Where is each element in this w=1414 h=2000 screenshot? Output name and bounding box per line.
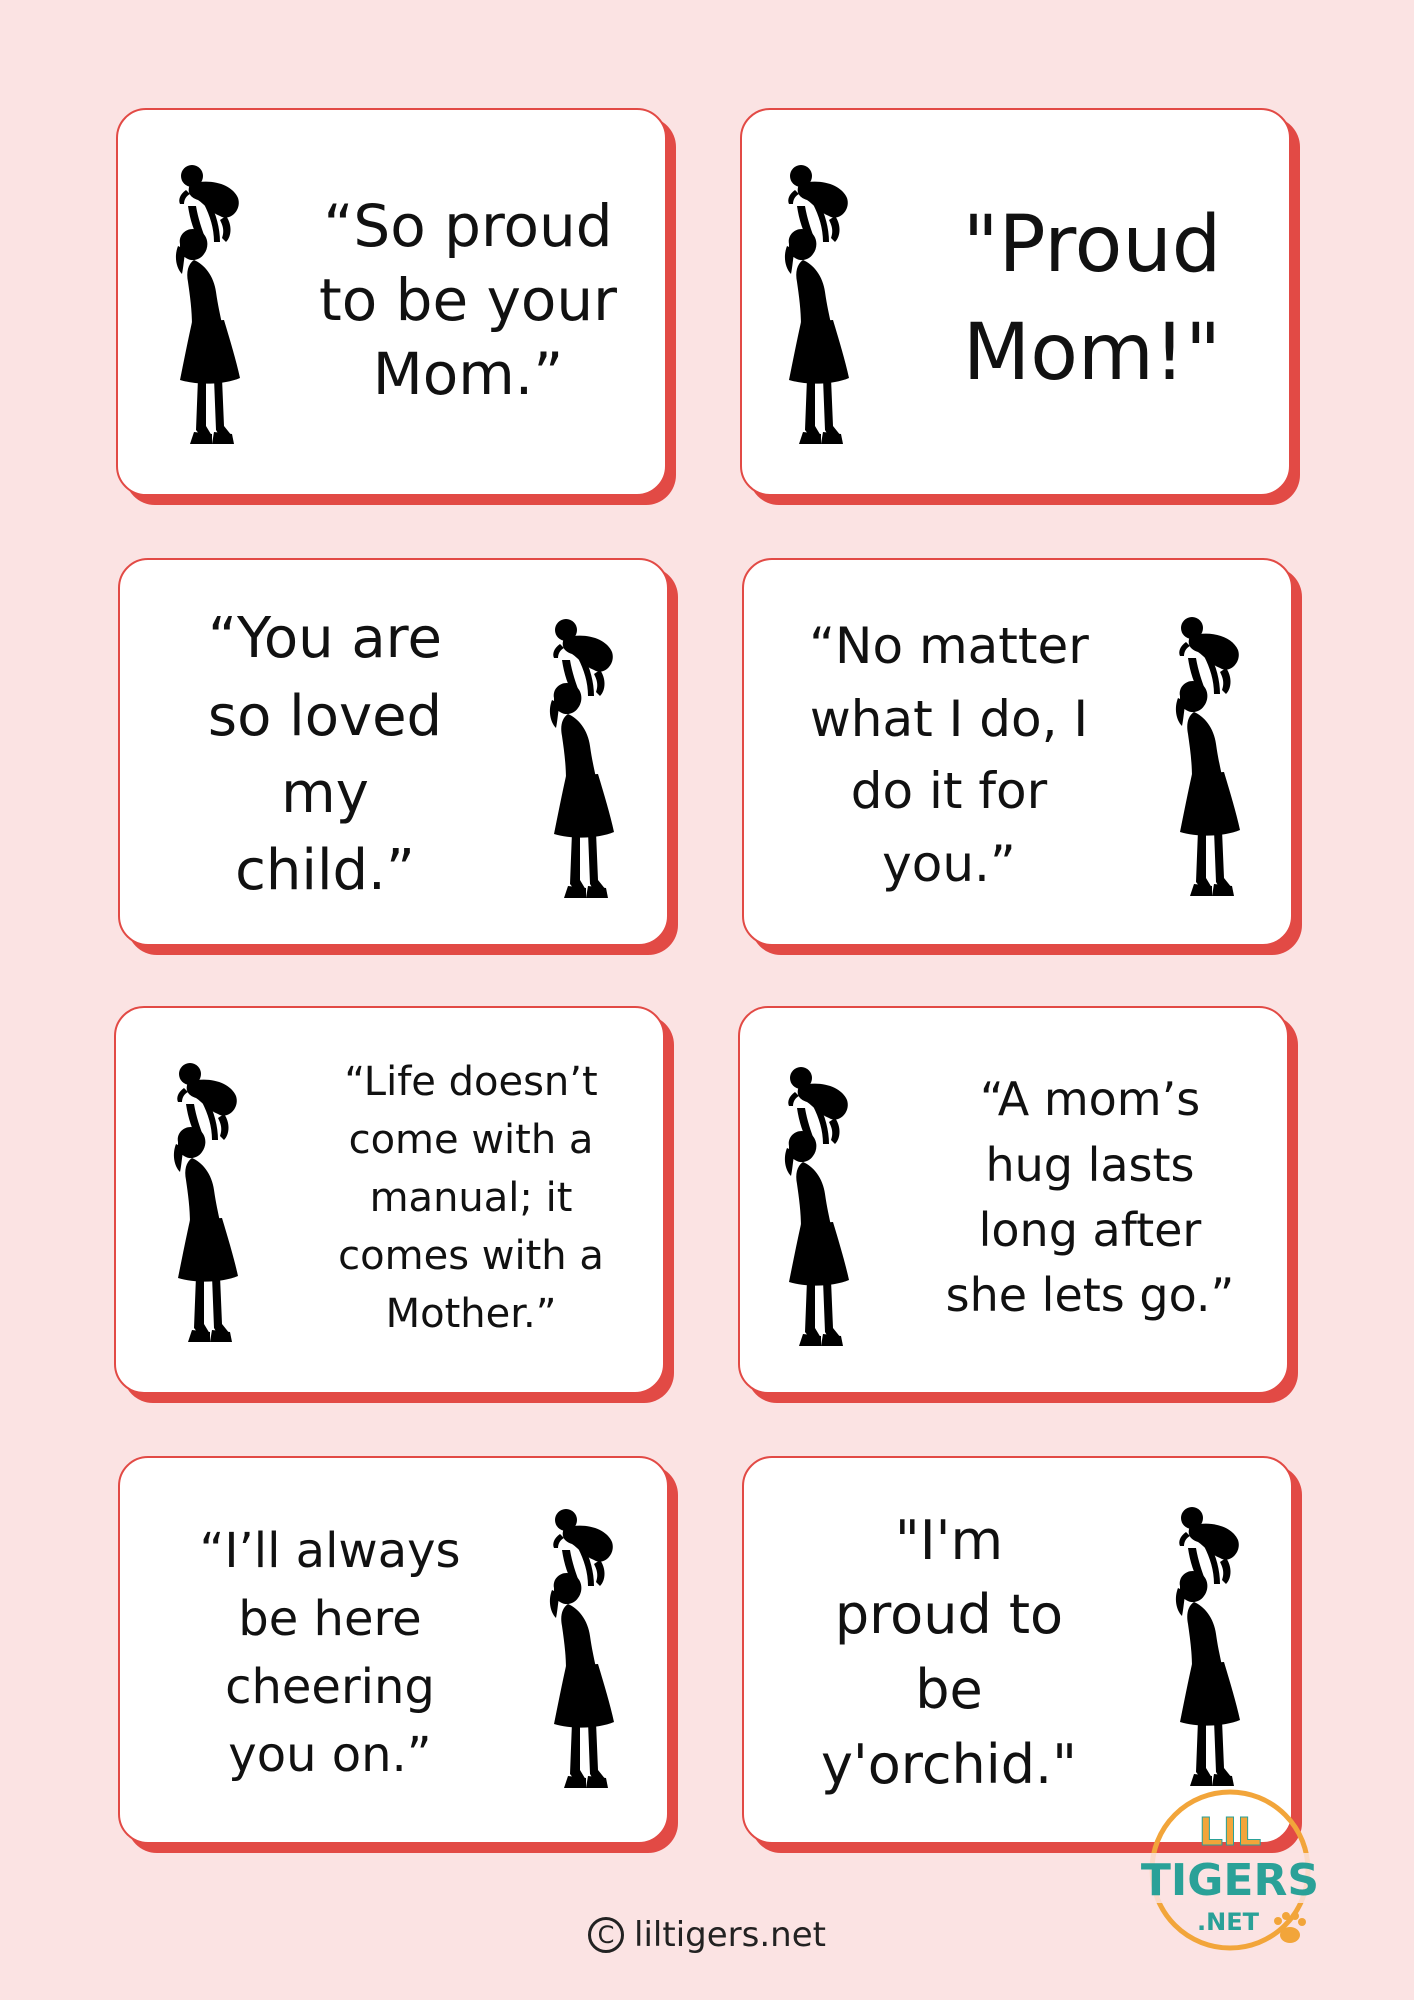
mother-baby-silhouette-icon — [168, 1062, 258, 1352]
quote-line: so loved — [207, 683, 443, 749]
quote-line: you on.” — [228, 1727, 432, 1784]
mother-baby-silhouette-icon — [779, 164, 869, 454]
mother-baby-silhouette-icon — [1170, 616, 1260, 906]
mother-baby-silhouette-icon — [544, 1508, 634, 1798]
quote-line: she lets go.” — [945, 1268, 1235, 1323]
quote-line: child.” — [235, 838, 415, 904]
quote-line: be — [915, 1658, 983, 1721]
quote-card-3 — [118, 558, 669, 946]
mother-baby-silhouette-icon — [1170, 1506, 1260, 1796]
copyright-icon: C — [588, 1917, 624, 1953]
quote-line: “Life doesn’t — [344, 1059, 598, 1105]
mother-baby-silhouette-icon — [779, 1066, 869, 1356]
quote-line: “You are — [208, 606, 442, 672]
quote-line: Mother.” — [385, 1291, 557, 1337]
quote-line: Mom.” — [372, 340, 564, 409]
quote-line: hug lasts — [985, 1137, 1195, 1192]
quote-card-1 — [116, 108, 667, 496]
quote-card-6 — [738, 1006, 1289, 1394]
quote-text — [140, 580, 510, 930]
quote-line: be here — [238, 1590, 422, 1647]
mother-baby-silhouette-icon — [544, 618, 634, 908]
footer-site-link[interactable]: liltigers.net — [634, 1915, 826, 1955]
quote-card-4 — [742, 558, 1293, 946]
quote-text — [912, 130, 1272, 470]
quote-line: what I do, I — [809, 689, 1089, 748]
quote-card-2 — [740, 108, 1291, 496]
quote-text — [288, 130, 648, 470]
quote-card-5 — [114, 1006, 665, 1394]
quote-line: proud to — [834, 1583, 1064, 1647]
quote-card-7 — [118, 1456, 669, 1844]
quote-line: comes with a — [338, 1233, 604, 1279]
quote-line: do it for — [850, 762, 1048, 820]
logo-text-lil: LIL — [1198, 1810, 1262, 1854]
quote-line: manual; it — [369, 1175, 573, 1221]
quote-line: “A mom’s — [979, 1072, 1201, 1127]
quote-text — [286, 1028, 656, 1368]
quote-line: cheering — [225, 1659, 435, 1715]
quote-line: y'orchid." — [820, 1732, 1078, 1796]
quote-line: “No matter — [809, 617, 1089, 675]
liltigers-logo — [1130, 1775, 1330, 1965]
quote-line: "I'm — [894, 1508, 1004, 1572]
mother-baby-silhouette-icon — [170, 164, 260, 454]
quote-text — [764, 1478, 1134, 1828]
quote-text — [764, 580, 1134, 930]
quote-line: my — [281, 761, 369, 826]
quote-line: “I’ll always — [199, 1522, 461, 1579]
logo-text-net: .NET — [1197, 1908, 1259, 1936]
quote-text — [140, 1478, 520, 1828]
quote-line: you.” — [882, 834, 1016, 893]
quote-line: come with a — [348, 1117, 594, 1163]
quote-text — [900, 1028, 1280, 1368]
quote-line: Mom!" — [962, 308, 1222, 398]
quote-line: to be your — [318, 265, 617, 334]
logo-text-tigers: TIGERS — [1140, 1855, 1320, 1906]
quote-line: “So proud — [323, 191, 613, 260]
quote-line: "Proud — [962, 200, 1222, 291]
quote-line: long after — [978, 1203, 1202, 1257]
